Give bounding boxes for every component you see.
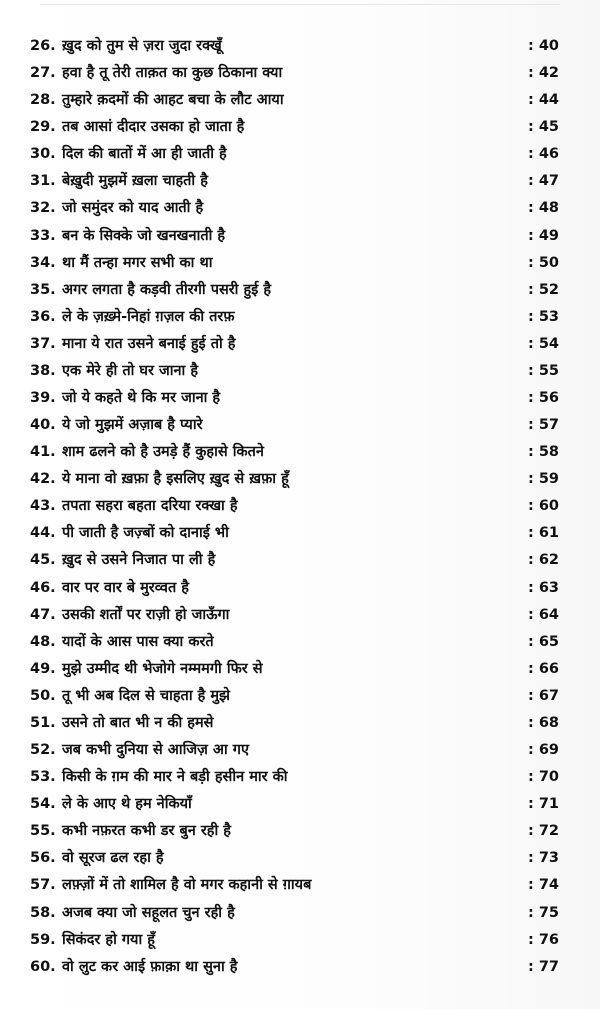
toc-entry (0, 60, 600, 87)
entry-number: 54. (30, 796, 56, 813)
toc-entry (0, 358, 600, 385)
toc-entry (0, 575, 600, 602)
entry-number: 44. (30, 525, 56, 542)
entry-title: माना ये रात उसने बनाई हुई तो है (62, 335, 236, 352)
entry-number: 29. (30, 119, 56, 136)
entry-number: 33. (30, 227, 56, 244)
entry-number: 27. (30, 65, 56, 82)
entry-page-number: : 75 (528, 904, 560, 921)
toc-entry (0, 954, 600, 981)
toc-entry (0, 845, 600, 872)
entry-number: 50. (30, 687, 56, 704)
toc-entry (0, 656, 600, 683)
entry-title: तब आसां दीदार उसका हो जाता है (62, 119, 245, 136)
entry-number: 34. (30, 254, 56, 271)
entry-page-number: : 77 (528, 958, 560, 975)
page-top-edge (40, 4, 560, 11)
entry-title: जो ये कहते थे कि मर जाना है (62, 390, 221, 407)
entry-page-number: : 76 (528, 931, 560, 948)
entry-number: 41. (30, 444, 56, 461)
entry-number: 35. (30, 281, 56, 298)
entry-number: 48. (30, 633, 56, 650)
entry-title: मुझे उम्मीद थी भेजोगे नम्ममगी फिर से (62, 660, 263, 677)
entry-page-number: : 68 (528, 714, 560, 731)
toc-entry (0, 385, 600, 412)
table-of-contents (0, 33, 600, 981)
entry-number: 37. (30, 335, 56, 352)
entry-number: 57. (30, 877, 56, 894)
entry-page-number: : 60 (528, 498, 560, 515)
toc-entry (0, 927, 600, 954)
entry-title: ख़ुद से उसने निजात पा ली है (62, 552, 216, 569)
entry-page-number: : 55 (528, 362, 560, 379)
toc-entry (0, 195, 600, 222)
entry-title: हवा है तू तेरी ताक़त का कुछ ठिकाना क्या (62, 65, 283, 82)
toc-entry (0, 412, 600, 439)
entry-page-number: : 64 (528, 606, 560, 623)
entry-page-number: : 61 (528, 525, 560, 542)
toc-entry (0, 493, 600, 520)
toc-entry (0, 602, 600, 629)
entry-number: 45. (30, 552, 56, 569)
entry-title: पी जाती है जज़्बों को दानाई भी (62, 525, 229, 542)
entry-page-number: : 74 (528, 877, 560, 894)
toc-entry (0, 737, 600, 764)
entry-number: 39. (30, 390, 56, 407)
entry-title: शाम ढलने को है उमड़े हैं कुहासे कितने (62, 444, 264, 461)
toc-entry (0, 114, 600, 141)
entry-title: तू भी अब दिल से चाहता है मुझे (62, 687, 231, 704)
toc-entry (0, 33, 600, 60)
entry-title: वो लुट कर आई फ़ाक़ा था सुना है (62, 958, 238, 975)
toc-entry (0, 223, 600, 250)
entry-page-number: : 59 (528, 471, 560, 488)
entry-page-number: : 45 (528, 119, 560, 136)
toc-entry (0, 520, 600, 547)
entry-page-number: : 71 (528, 796, 560, 813)
toc-entry (0, 818, 600, 845)
entry-page-number: : 42 (528, 65, 560, 82)
entry-number: 36. (30, 308, 56, 325)
toc-entry (0, 683, 600, 710)
entry-title: जो समुंदर को याद आती है (62, 200, 204, 217)
entry-page-number: : 65 (528, 633, 560, 650)
entry-title: तपता सहरा बहता दरिया रक्खा है (62, 498, 238, 515)
entry-number: 60. (30, 958, 56, 975)
entry-number: 26. (30, 38, 56, 54)
entry-page-number: : 70 (528, 769, 560, 786)
entry-title: बन के सिक्के जो खनखनाती है (62, 227, 226, 244)
entry-number: 59. (30, 931, 56, 948)
toc-entry (0, 791, 600, 818)
entry-title: यादों के आस पास क्या करते (62, 633, 214, 650)
entry-title: कभी नफ़रत कभी डर बुन रही है (62, 823, 231, 840)
entry-page-number: : 52 (528, 281, 560, 298)
entry-number: 51. (30, 714, 56, 731)
entry-number: 56. (30, 850, 56, 867)
entry-title: ये जो मुझमें अज़ाब है प्यारे (62, 417, 203, 434)
toc-entry (0, 168, 600, 195)
entry-page-number: : 40 (528, 38, 560, 54)
entry-page-number: : 62 (528, 552, 560, 569)
entry-number: 43. (30, 498, 56, 515)
entry-page-number: : 57 (528, 417, 560, 434)
entry-page-number: : 63 (528, 579, 560, 596)
toc-entry (0, 250, 600, 277)
entry-title: लफ़्ज़ों में तो शामिल है वो मगर कहानी से ग़ायब (62, 877, 312, 894)
entry-number: 58. (30, 904, 56, 921)
entry-number: 55. (30, 823, 56, 840)
entry-page-number: : 53 (528, 308, 560, 325)
entry-title: वो सूरज ढल रहा है (62, 850, 164, 867)
entry-title: ख़ुद को तुम से ज़रा जुदा रक्खूँ (62, 38, 222, 54)
entry-page-number: : 50 (528, 254, 560, 271)
entry-title: सिकंदर हो गया हूँ (62, 931, 155, 948)
toc-entry (0, 331, 600, 358)
toc-entry (0, 764, 600, 791)
entry-title: ले के ज़ख़्मे-निहां ग़ज़ल की तरफ़ (62, 308, 235, 325)
entry-title: अजब क्या जो सहूलत चुन रही है (62, 904, 235, 921)
entry-number: 52. (30, 742, 56, 759)
entry-title: उसने तो बात भी न की हमसे (62, 714, 214, 731)
entry-number: 31. (30, 173, 56, 190)
entry-title: दिल की बातों में आ ही जाती है (62, 146, 227, 163)
entry-title: ले के आए थे हम नेकियाँ (62, 796, 192, 813)
entry-page-number: : 48 (528, 200, 560, 217)
entry-page-number: : 58 (528, 444, 560, 461)
entry-number: 49. (30, 660, 56, 677)
entry-number: 30. (30, 146, 56, 163)
toc-entry (0, 629, 600, 656)
entry-page-number: : 67 (528, 687, 560, 704)
entry-title: जब कभी दुनिया से आजिज़ आ गए (62, 742, 249, 759)
entry-title: किसी के ग़म की मार ने बड़ी हसीन मार की (62, 769, 288, 786)
entry-title: उसकी शर्तों पर राज़ी हो जाऊँगा (62, 606, 230, 623)
toc-entry (0, 304, 600, 331)
entry-title: तुम्हारे क़दमों की आहट बचा के लौट आया (62, 92, 284, 109)
entry-title: अगर लगता है कड़वी तीरगी पसरी हुई है (62, 281, 272, 298)
entry-number: 47. (30, 606, 56, 623)
entry-title: एक मेरे ही तो घर जाना है (62, 362, 199, 379)
entry-page-number: : 66 (528, 660, 560, 677)
entry-page-number: : 47 (528, 173, 560, 190)
entry-title: बेख़ुदी मुझमें ख़ला चाहती है (62, 173, 208, 190)
entry-number: 40. (30, 417, 56, 434)
toc-entry (0, 87, 600, 114)
entry-page-number: : 49 (528, 227, 560, 244)
entry-page-number: : 69 (528, 742, 560, 759)
toc-entry (0, 900, 600, 927)
entry-page-number: : 72 (528, 823, 560, 840)
entry-title: वार पर वार बे मुरव्वत है (62, 579, 189, 596)
entry-page-number: : 54 (528, 335, 560, 352)
toc-entry (0, 872, 600, 899)
toc-entry (0, 277, 600, 304)
entry-page-number: : 56 (528, 390, 560, 407)
toc-entry (0, 466, 600, 493)
entry-number: 46. (30, 579, 56, 596)
entry-page-number: : 73 (528, 850, 560, 867)
entry-page-number: : 46 (528, 146, 560, 163)
entry-number: 28. (30, 92, 56, 109)
toc-entry (0, 141, 600, 168)
toc-entry (0, 547, 600, 574)
entry-title: था मैं तन्हा मगर सभी का था (62, 254, 213, 271)
toc-entry (0, 710, 600, 737)
entry-number: 38. (30, 362, 56, 379)
entry-page-number: : 44 (528, 92, 560, 109)
toc-entry (0, 439, 600, 466)
entry-number: 53. (30, 769, 56, 786)
entry-number: 42. (30, 471, 56, 488)
entry-title: ये माना वो ख़फ़ा है इसलिए ख़ुद से ख़फ़ा हूँ (62, 471, 289, 488)
entry-number: 32. (30, 200, 56, 217)
